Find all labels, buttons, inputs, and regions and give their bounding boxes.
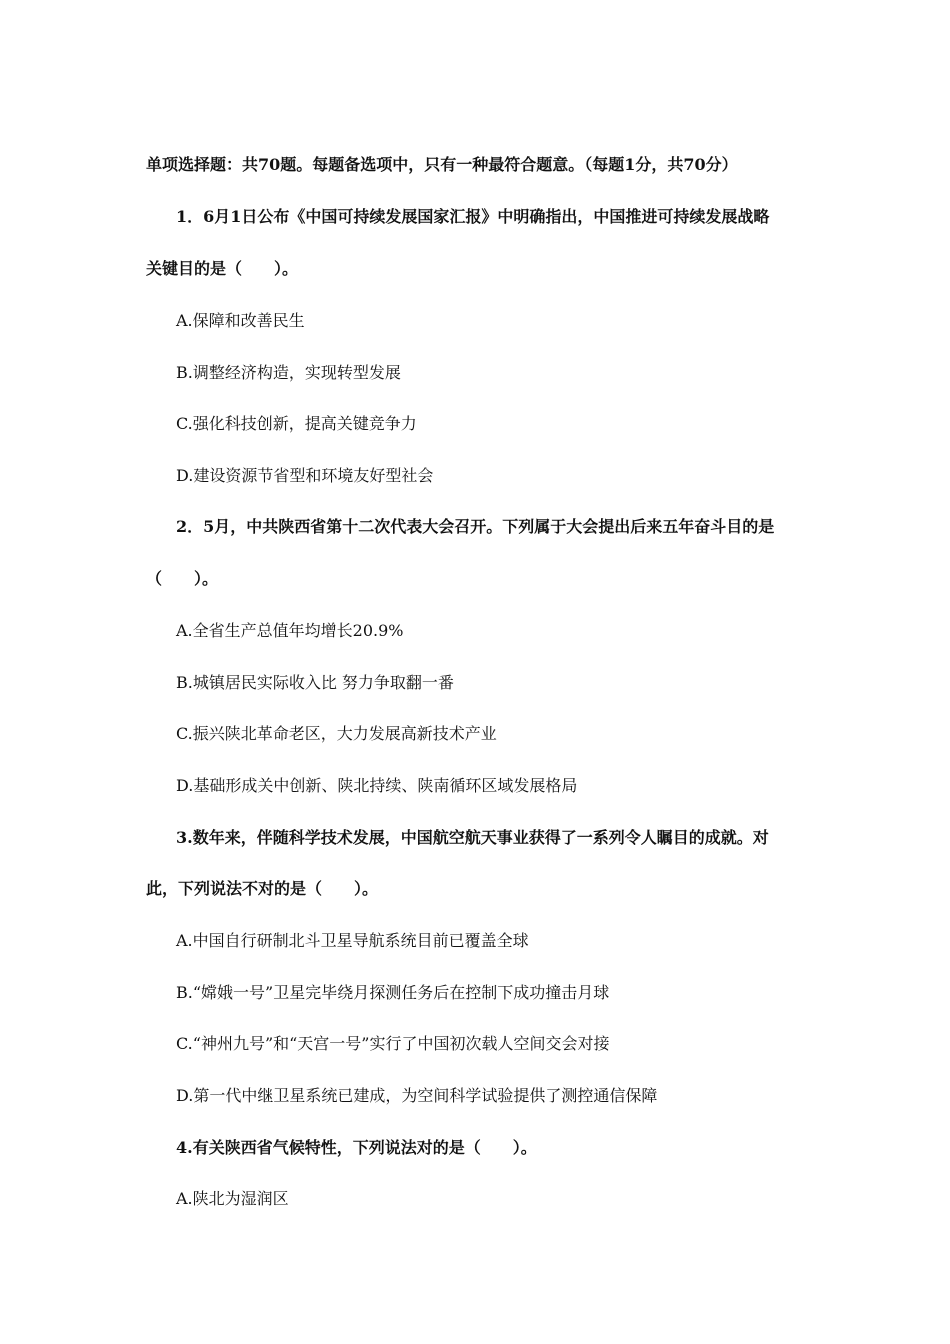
question-3-option-a: A.中国自行研制北斗卫星导航系统目前已覆盖全球 xyxy=(176,931,529,950)
question-3-line-2: 此，下列说法不对的是（ ）。 xyxy=(146,879,379,898)
question-1-option-a: A.保障和改善民生 xyxy=(176,311,305,330)
question-2-option-d: D.基础形成关中创新、陕北持续、陕南循环区域发展格局 xyxy=(176,776,578,795)
question-2-line-1: 2．5月，中共陕西省第十二次代表大会召开。下列属于大会提出后来五年奋斗目的是 xyxy=(176,517,775,536)
question-2-option-a: A.全省生产总值年均增长20.9% xyxy=(176,621,404,640)
question-1-option-d: D.建设资源节省型和环境友好型社会 xyxy=(176,466,434,485)
question-1-line-1: 1．6月1日公布《中国可持续发展国家汇报》中明确指出，中国推进可持续发展战略 xyxy=(176,207,770,226)
question-1-option-c: C.强化科技创新，提高关键竞争力 xyxy=(176,414,417,433)
question-3-option-c: C.“神州九号”和“天宫一号”实行了中国初次载人空间交会对接 xyxy=(176,1034,610,1053)
section-header: 单项选择题：共70题。每题备选项中，只有一种最符合题意。（每题1分，共70分） xyxy=(146,155,738,174)
question-2-option-b: B.城镇居民实际收入比 努力争取翻一番 xyxy=(176,673,454,692)
question-3-line-1: 3.数年来，伴随科学技术发展，中国航空航天事业获得了一系列令人瞩目的成就。对 xyxy=(176,828,769,847)
question-4-line-1: 4.有关陕西省气候特性，下列说法对的是（ ）。 xyxy=(176,1138,537,1157)
question-4-option-a: A.陕北为湿润区 xyxy=(176,1189,289,1208)
question-2-option-c: C.振兴陕北革命老区，大力发展高新技术产业 xyxy=(176,724,497,743)
question-1-option-b: B.调整经济构造，实现转型发展 xyxy=(176,363,401,382)
question-2-line-2: （ ）。 xyxy=(146,569,219,588)
question-1-line-2: 关键目的是（ ）。 xyxy=(146,259,299,278)
question-3-option-d: D.第一代中继卫星系统已建成，为空间科学试验提供了测控通信保障 xyxy=(176,1086,658,1105)
question-3-option-b: B.“嫦娥一号”卫星完毕绕月探测任务后在控制下成功撞击月球 xyxy=(176,983,610,1002)
